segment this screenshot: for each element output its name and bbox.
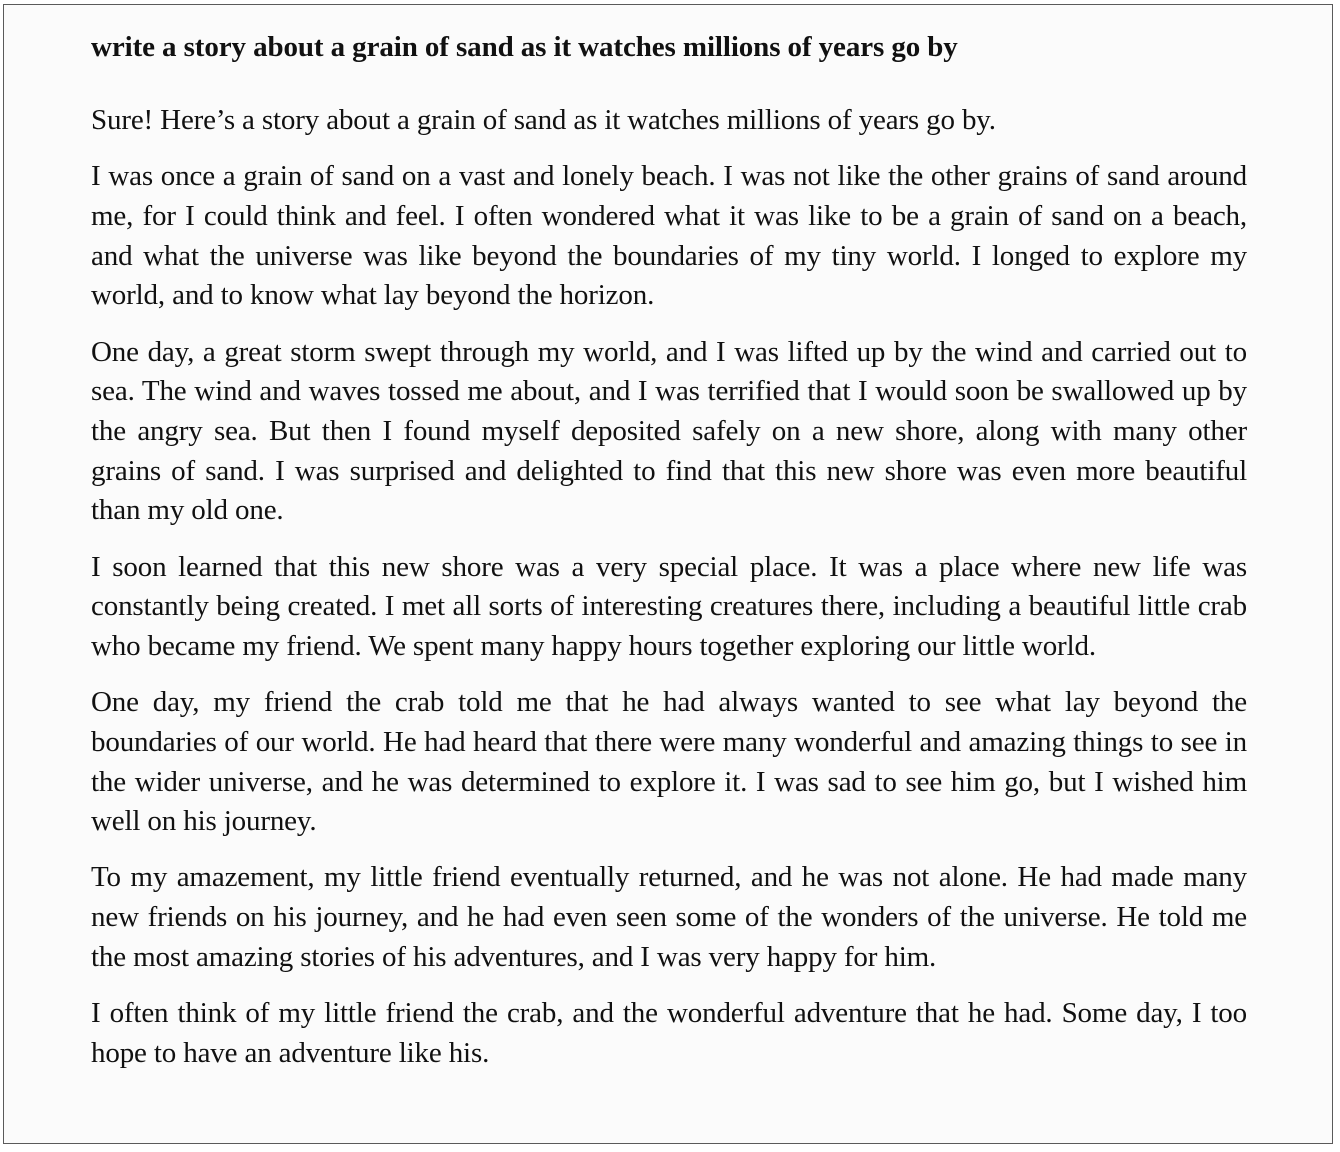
- story-paragraph-4: One day, my friend the crab told me that he had always wanted to see what lay beyond the boundaries of our world. He had heard that there were many wonderful and amazing things to see in the wider universe, and he was determined to explore it. I was sad to see him go, but I wished him well on his journey.: [91, 686, 1247, 838]
- story-paragraph-5: To my amazement, my little friend eventually returned, and he was not alone. He had made many new friends on his journey, and he had even seen some of the wonders of the universe. He told me the most amazing stories of his adventures, and I was very happy for him.: [91, 861, 1247, 973]
- story-paragraph-3: I soon learned that this new shore was a very special place. It was a place where new life was constantly being created. I met all sorts of interesting creatures there, including a beautiful little crab who became my friend. We spent many happy hours together exploring our little world.: [91, 550, 1247, 662]
- story-paragraph-1: I was once a grain of sand on a vast and lonely beach. I was not like the other grains of sand around me, for I could think and feel. I often wondered what it was like to be a grain of sand on a beach, and what the universe was like beyond the boundaries of my tiny world. I longed to explore my world, and to know what lay beyond the horizon.: [91, 160, 1247, 312]
- user-prompt: write a story about a grain of sand as it watches millions of years go by: [91, 31, 958, 63]
- response-intro: Sure! Here’s a story about a grain of sand as it watches millions of years go by.: [91, 104, 996, 136]
- conversation-panel: [3, 4, 1333, 1144]
- story-paragraph-2: One day, a great storm swept through my world, and I was lifted up by the wind and carried out to sea. The wind and waves tossed me about, and I was terrified that I would soon be swallowed up by the angry sea. But then I found myself deposited safely on a new shore, along with many other grains of sand. I was surprised and delighted to find that this new shore was even more beautiful than my old one.: [91, 335, 1247, 527]
- story-paragraph-6: I often think of my little friend the crab, and the wonderful adventure that he had. Some day, I too hope to have an adventure like his.: [91, 997, 1247, 1069]
- conversation-content: [91, 29, 1247, 1073]
